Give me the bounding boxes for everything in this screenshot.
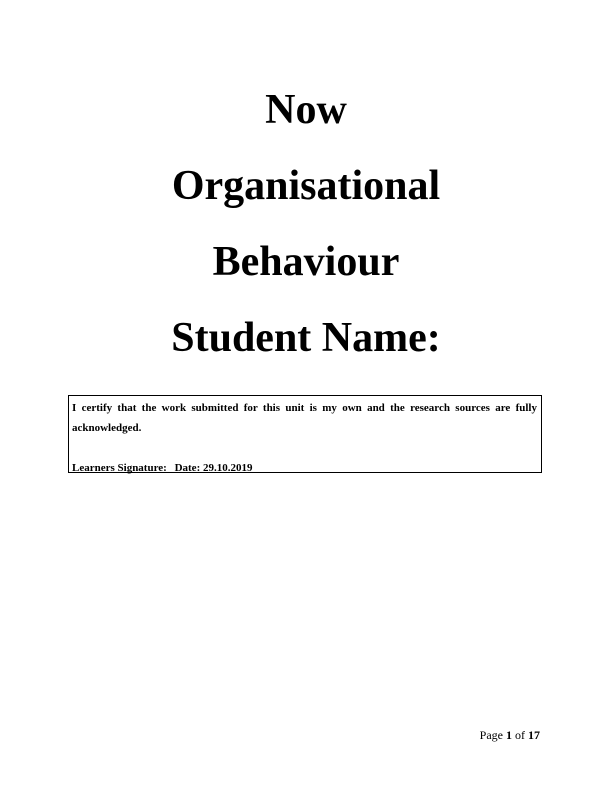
title-line-student-name: Student Name:	[171, 315, 441, 361]
signature-label: Learners Signature:	[72, 462, 167, 474]
date-label: Date: 29.10.2019	[174, 462, 253, 474]
of-word: of	[515, 728, 525, 742]
title-line-3: Behaviour	[212, 239, 400, 285]
document-title	[0, 72, 612, 376]
certification-box	[68, 395, 542, 473]
total-pages: 17	[528, 728, 540, 742]
signature-date-line	[72, 458, 537, 478]
page-word: Page	[479, 728, 503, 742]
current-page: 1	[506, 728, 512, 742]
title-line-2: Organisational	[171, 163, 441, 209]
certification-statement: I certify that the work submitted for this unit is my own and the research sources are fully acknowledged.	[72, 402, 537, 434]
page-number	[480, 728, 540, 742]
title-line-1: Now	[265, 87, 347, 133]
